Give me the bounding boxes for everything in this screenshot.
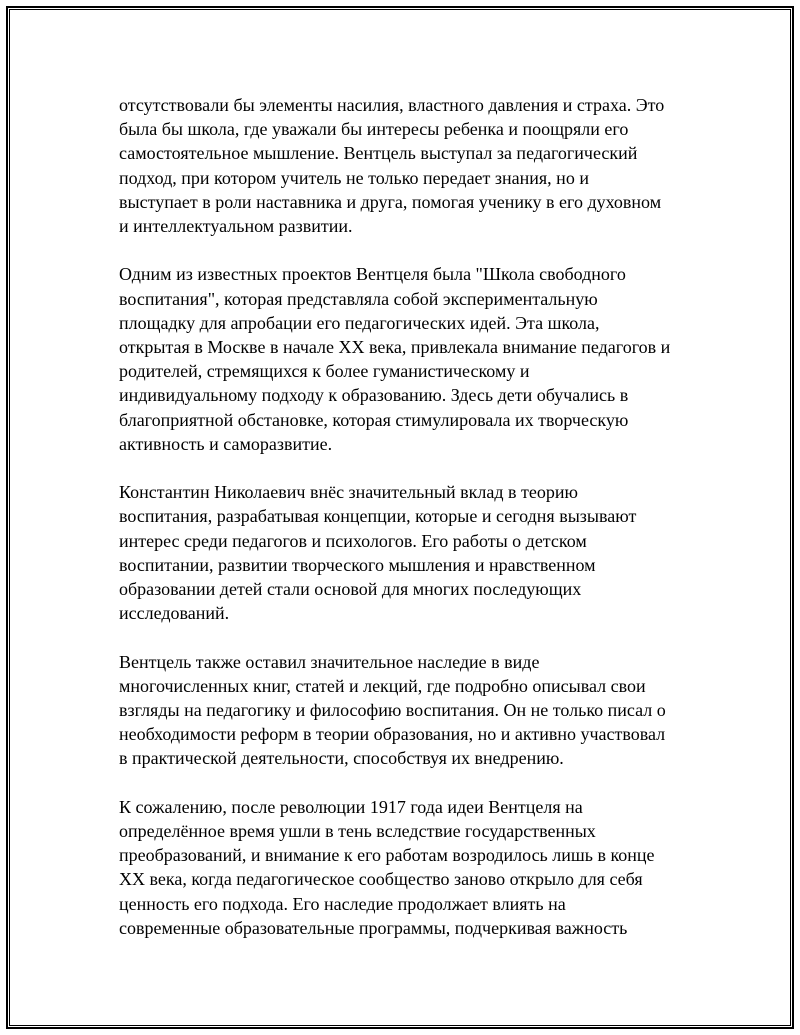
text-line: воспитании, развитии творческого мышления и нравственном — [119, 554, 596, 575]
text-line: современные образовательные программы, подчеркивая важность — [119, 917, 628, 938]
document-body — [119, 93, 689, 964]
paragraph-3 — [119, 480, 689, 625]
text-line: Константин Николаевич внёс значительный вклад в теорию — [119, 482, 578, 503]
text-line: и интеллектуальном развитии. — [119, 216, 353, 237]
text-line: выступает в роли наставника и друга, помогая ученику в его духовном — [119, 191, 662, 212]
text-line: ценность его подхода. Его наследие продолжает влиять на — [119, 893, 566, 914]
text-line: XX века, когда педагогическое сообщество заново открыло для себя — [119, 869, 643, 890]
text-line: самостоятельное мышление. Вентцель выступал за педагогический — [119, 143, 638, 164]
paragraph-4 — [119, 650, 689, 771]
text-line: отсутствовали бы элементы насилия, властного давления и страха. Это — [119, 95, 665, 115]
text-line: воспитания", которая представляла собой экспериментальную — [119, 288, 598, 309]
paragraph-1 — [119, 93, 689, 238]
text-line: образовании детей стали основой для многих последующих — [119, 579, 582, 600]
text-line: родителей, стремящихся к более гуманистическому и — [119, 361, 530, 382]
text-line: Вентцель также оставил значительное наследие в виде — [119, 651, 540, 672]
text-line: в практической деятельности, способствуя их внедрению. — [119, 748, 564, 769]
text-line: интерес среди педагогов и психологов. Его работы о детском — [119, 530, 587, 551]
text-line: преобразований, и внимание к его работам возродилось лишь в конце — [119, 845, 655, 866]
text-line: взгляды на педагогику и философию воспитания. Он не только писал о — [119, 700, 666, 721]
text-line: открытая в Москве в начале XX века, привлекала внимание педагогов и — [119, 337, 671, 358]
text-line: площадку для апробации его педагогических идей. Эта школа, — [119, 312, 600, 333]
text-line: определённое время ушли в тень вследствие государственных — [119, 821, 596, 842]
text-line: была бы школа, где уважали бы интересы ребенка и поощряли его — [119, 119, 629, 140]
paragraph-2 — [119, 262, 689, 456]
text-line: многочисленных книг, статей и лекций, где подробно описывал свои — [119, 675, 646, 696]
text-line: подход, при котором учитель не только передает знания, но и — [119, 167, 589, 188]
text-line: благоприятной обстановке, которая стимулировала их творческую — [119, 409, 629, 430]
text-line: Одним из известных проектов Вентцеля была "Школа свободного — [119, 264, 626, 285]
text-line: К сожалению, после революции 1917 года идеи Вентцеля на — [119, 796, 583, 817]
text-line: индивидуальному подходу к образованию. Здесь дети обучались в — [119, 385, 629, 406]
text-line: активность и саморазвитие. — [119, 433, 333, 454]
paragraph-5 — [119, 795, 689, 940]
text-line: воспитания, разрабатывая концепции, которые и сегодня вызывают — [119, 506, 637, 527]
text-line: исследований. — [119, 603, 230, 624]
text-line: необходимости реформ в теории образования, но и активно участвовал — [119, 724, 666, 745]
